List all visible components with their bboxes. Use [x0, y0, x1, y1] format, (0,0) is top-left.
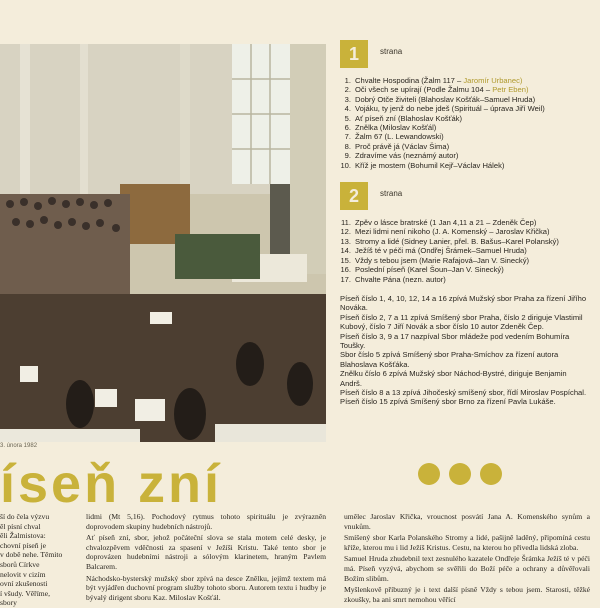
track-title [355, 95, 535, 104]
body-paragraph: Ať píseň zní, sbor, jehož počáteční slova se stala motem celé desky, je chvalozpěvem vděčnosti za spasení v Ježíši Kristu. Také tento sbor je doprovázen hudebními nástroji a sólovým klarinetem, hraným Pavlem Balcarem. [86, 533, 326, 571]
body-paragraph: í všudy. Věříme, [0, 588, 50, 598]
track-title [355, 275, 446, 284]
photo-caption: 3. února 1982 [0, 443, 38, 449]
track-item [340, 142, 590, 151]
side-a-header [340, 40, 590, 72]
track-title [355, 76, 522, 85]
choir-photo-image [0, 44, 326, 442]
track-item [340, 114, 590, 123]
body-paragraph: sbory [0, 598, 17, 608]
track-text: Zdravíme vás (neznámý autor) [355, 151, 459, 161]
note-paragraph: Píseň číslo 8 a 13 zpívá Jihočeský smíšený sbor, řídí Miroslav Pospíchal. [340, 387, 587, 397]
body-paragraph: sborů Církve [0, 559, 40, 569]
body-paragraph: nelovit v cizím [0, 569, 46, 579]
track-title [355, 123, 436, 132]
track-number: 7. [344, 132, 351, 142]
body-paragraph: Náchodsko-bysterský mužský sbor zpívá na desce Znělku, jejímž textem má být vyjádřen duchovní program služby tohoto sboru. Autorem textu i hudby je bývalý dirigent sboru Kaz. Miloslav Košťál. [86, 573, 326, 602]
track-number: 14. [340, 246, 351, 256]
note-paragraph: Píseň číslo 3, 9 a 17 nazpíval Sbor mládeže pod vedením Bohumíra Toušky. [340, 331, 570, 350]
track-item [340, 237, 590, 246]
track-number: 5. [344, 113, 351, 123]
track-text: Poslední píseň (Karel Šoun–Jan V. Sinecký) [355, 265, 504, 275]
headline: íseň zní [0, 454, 223, 514]
track-item [340, 76, 590, 85]
side-b-badge: 2 [340, 182, 368, 210]
track-number: 8. [344, 141, 351, 151]
body-paragraph: Samuel Hruda zhudebnil text zesnulého kazatele Ondřeje Šrámka Ježíš té v péči má. Píseň vyzývá, abychom se svěřili do Boží péče a ochrany a důvěřovali Božím slibům. [344, 554, 590, 583]
track-text: Mezi lidmi není nikoho (J. A. Komenský – Jaroslav Křička) [355, 227, 550, 237]
body-paragraph: ěli Žalmistova: [0, 531, 46, 541]
note-paragraph: Píseň číslo 2, 7 a 11 zpívá Smíšený sbor Praha, číslo 2 diriguje Vlastimil Kubový, číslo 7 Jiří Novák a sbor číslo 10 autor Zdeněk Čep. [340, 312, 583, 332]
track-number: 17. [340, 274, 351, 284]
track-title [355, 85, 529, 94]
track-item [340, 275, 590, 284]
track-title [355, 142, 449, 151]
body-paragraph: umělec Jaroslav Křička, vroucnost posvátí Jana A. Komenského synům a vnukům. [344, 512, 590, 531]
text-column-3 [344, 512, 590, 606]
track-text: Stromy a lidé (Sidney Lanier, přel. B. Bašus–Karel Polanský) [355, 236, 559, 246]
body-paragraph: Myšlenkově příbuzný je i text další písně Vždy s tebou jsem. Starosti, těžké zkoušky, ba ani smrt nemohou věřící [344, 585, 590, 604]
track-title [355, 265, 504, 274]
track-number: 15. [340, 255, 351, 265]
track-item [340, 246, 590, 255]
track-number: 1. [344, 76, 351, 85]
side-a-tracklist [340, 76, 590, 170]
body-paragraph: ší do čela výzvu [0, 512, 50, 521]
track-item [340, 256, 590, 265]
track-number: 13. [340, 236, 351, 246]
track-title [355, 256, 529, 265]
dot-icon [480, 463, 502, 485]
track-text: Ježíš té v péči má (Ondřej Šrámek–Samuel Hruda) [355, 246, 527, 256]
note-paragraph: Píseň číslo 15 zpívá Smíšený sbor Brno za řízení Pavla Lukáše. [340, 397, 556, 407]
tracklist-panel [340, 40, 590, 407]
track-item [340, 218, 590, 227]
track-text: Ať píseň zní (Blahoslav Košťák) [355, 113, 462, 123]
track-number: 3. [344, 94, 351, 104]
track-title [355, 114, 462, 123]
track-text: Kříž je mostem (Bohumil Kejř–Václav Hálek) [355, 160, 505, 170]
track-text: Dobrý Otče živiteli (Blahoslav Košťák–Samuel Hruda) [355, 94, 536, 104]
track-item [340, 161, 590, 170]
text-column-1 [0, 512, 66, 608]
track-item [340, 265, 590, 274]
side-b-header [340, 182, 590, 214]
track-number: 10. [340, 160, 351, 170]
note-paragraph: Píseň číslo 1, 4, 10, 12, 14 a 16 zpívá Mužský sbor Praha za řízení Jiřího Nováka. [340, 293, 587, 313]
performer-notes [340, 294, 590, 407]
choir-photo [0, 44, 326, 442]
track-text: Znělka (Miloslav Košťál) [355, 123, 437, 133]
track-item [340, 95, 590, 104]
track-text: Vždy s tebou jsem (Marie Rafajová–Jan V. Sinecký) [355, 255, 530, 265]
body-paragraph: chovní píseň je [0, 540, 46, 550]
track-composer: Jaromír Urbanec) [463, 76, 523, 85]
body-paragraph: ěl písní chval [0, 521, 41, 531]
dot-icon [418, 463, 440, 485]
body-paragraph: Smíšený sbor Karla Polanského Stromy a lidé, pašijně laděný, připomíná cestu kříže, kterou mu i lid Ježíš Kristus. Cestu, na kterou ho přivedla lidská zloba. [344, 533, 590, 552]
track-item [340, 151, 590, 160]
track-composer: Petr Eben) [492, 85, 529, 95]
track-title [355, 246, 527, 255]
track-item [340, 227, 590, 236]
track-number: 16. [340, 265, 351, 275]
side-a-badge: 1 [340, 40, 368, 68]
track-title [355, 237, 559, 246]
track-number: 12. [340, 227, 351, 237]
side-a-label: strana [380, 47, 403, 56]
side-b-label: strana [380, 189, 403, 199]
track-title [355, 132, 444, 141]
track-number: 4. [344, 104, 351, 114]
note-paragraph: Sbor číslo 5 zpívá Smíšený sbor Praha-Smíchov za řízení autora Blahoslava Košťáka. [340, 350, 559, 369]
text-column-2 [86, 512, 326, 604]
track-text: Vojáku, ty jenž do nebe jdeš (Spirituál – úprava Jiří Weil) [355, 104, 545, 114]
note-paragraph: Znělku číslo 6 zpívá Mužský sbor Náchod-Bystré, diriguje Benjamin Andrš. [340, 369, 567, 388]
track-text: Oči všech se upírají (Podle Žalmu 104 – [355, 85, 493, 95]
track-title [355, 218, 536, 227]
track-number: 6. [344, 123, 351, 133]
body-paragraph: ovní zkušenosti [0, 579, 48, 589]
track-number: 9. [344, 151, 351, 161]
decorative-dots [418, 463, 502, 485]
track-title [355, 104, 545, 113]
track-text: Žalm 67 (L. Lewandowski) [355, 132, 444, 142]
track-text: Proč právě já (Václav Šima) [355, 141, 450, 151]
track-number: 11. [341, 218, 351, 228]
track-title [355, 151, 458, 160]
track-title [355, 161, 504, 170]
track-text: Chvalte Pána (nezn. autor) [355, 274, 446, 284]
body-paragraph: v době nehe. Těmito [0, 550, 63, 560]
dot-icon [449, 463, 471, 485]
track-number: 2. [344, 85, 351, 95]
track-title [355, 227, 550, 236]
track-text: Chvalte Hospodina (Žalm 117 – [355, 76, 464, 85]
track-item [340, 123, 590, 132]
body-paragraph: lidmi (Mt 5,16). Pochodový rytmus tohoto spirituálu je zvýrazněn doprovodem skupiny hudebních nástrojů. [86, 512, 326, 531]
track-item [340, 104, 590, 113]
track-item [340, 85, 590, 94]
track-item [340, 132, 590, 141]
side-b-tracklist [340, 218, 590, 284]
track-text: Zpěv o lásce bratrské (1 Jan 4,11 a 21 – Zdeněk Čep) [355, 218, 537, 228]
